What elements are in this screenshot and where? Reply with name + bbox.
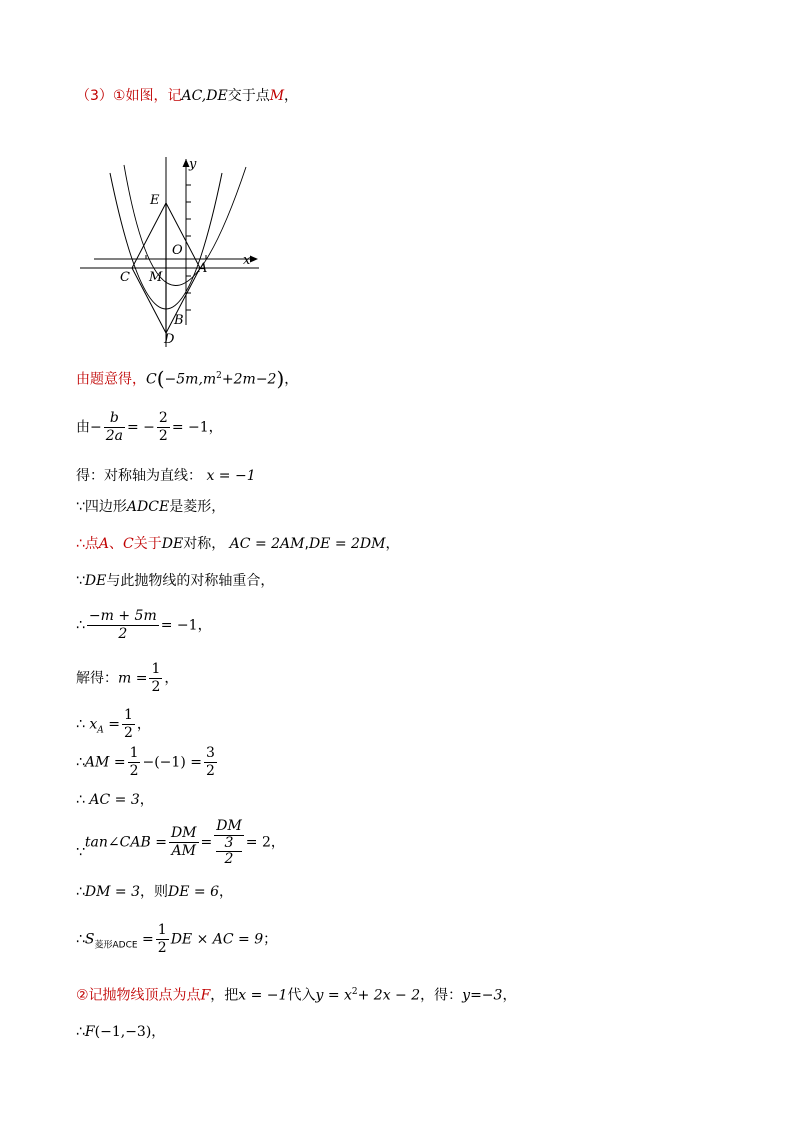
line-midpoint-eq: ∴ $\frac{-m + 5m}{2}$ = −1， <box>76 608 212 642</box>
parabola-rhombus-figure <box>76 155 266 350</box>
outer-line <box>124 165 246 286</box>
fraction: $\frac{1}{2}$ <box>123 707 133 741</box>
fraction: $\frac{1}{2}$ <box>151 661 161 695</box>
fraction: DM 3 2 <box>216 818 242 867</box>
label-m: M <box>149 270 163 285</box>
label-a: A <box>198 261 208 276</box>
label-c: C <box>120 270 130 285</box>
line-vertex-f: ②记抛物线顶点为点F，把x = −1代入$y = x^2+ 2x - 2$，得：y=−3， <box>76 987 517 1004</box>
fraction: $\frac{3}{2}$ <box>205 745 215 779</box>
line-solve-m: 解得：m = $\frac{1}{2}$ ， <box>76 661 179 695</box>
line-area: $\therefore S_{菱形ADCE}$ = $\frac{1}{2}$ DE × AC = 9； <box>76 922 278 956</box>
label-x: x <box>243 253 251 268</box>
fraction: $\frac{b}{2a}$ <box>105 410 123 444</box>
label-d: D <box>164 332 175 347</box>
line-symmetry: ∴点A、C关于DE对称， AC = 2AM,DE = 2DM， <box>76 536 400 552</box>
line-xa: ∴ $x_A$ = $\frac{1}{2}$ ， <box>76 707 151 741</box>
line-dm-de: ∴DM = 3，则DE = 6， <box>76 884 234 900</box>
line-rhombus: ∵四边形ADCE是菱形， <box>76 499 226 515</box>
line-f-coord: ∴F(−1,−3)， <box>76 1024 166 1040</box>
label-b: B <box>174 313 184 328</box>
part3-heading: （3）①如图，记AC,DE交于点M， <box>76 88 299 104</box>
fraction: $\frac{1}{2}$ <box>129 745 139 779</box>
x-axis-arrow <box>250 256 258 263</box>
label-y: y <box>189 157 197 172</box>
line-ac: ∴ AC = 3， <box>76 792 154 808</box>
fraction: $\frac{2}{2}$ <box>158 410 168 444</box>
label-e: E <box>150 193 160 208</box>
line-de-coincide: ∵DE与此抛物线的对称轴重合， <box>76 573 275 589</box>
fraction: $\frac{-m + 5m}{2}$ <box>88 608 157 642</box>
line-am: ∴AM = $\frac{1}{2}$ −(−1) = $\frac{3}{2}$ <box>76 745 215 779</box>
line-point-c: 由题意得，$C(-5m,m^2+2m-2)$， <box>76 366 299 391</box>
fraction: $\frac{1}{2}$ <box>157 922 167 956</box>
label-o: O <box>172 243 183 258</box>
fraction: $\frac{DM}{AM}$ <box>170 825 197 859</box>
line-tan: ∵tan∠CAB = $\frac{DM}{AM}$ = DM 3 2 = 2， <box>76 818 285 867</box>
line-axis-result: 得：对称轴为直线： x = −1 <box>76 468 256 484</box>
part-tag: （3） <box>76 88 113 104</box>
line-axis-formula: 由− $\frac{b}{2a}$ = − $\frac{2}{2}$ = −1， <box>76 410 223 444</box>
